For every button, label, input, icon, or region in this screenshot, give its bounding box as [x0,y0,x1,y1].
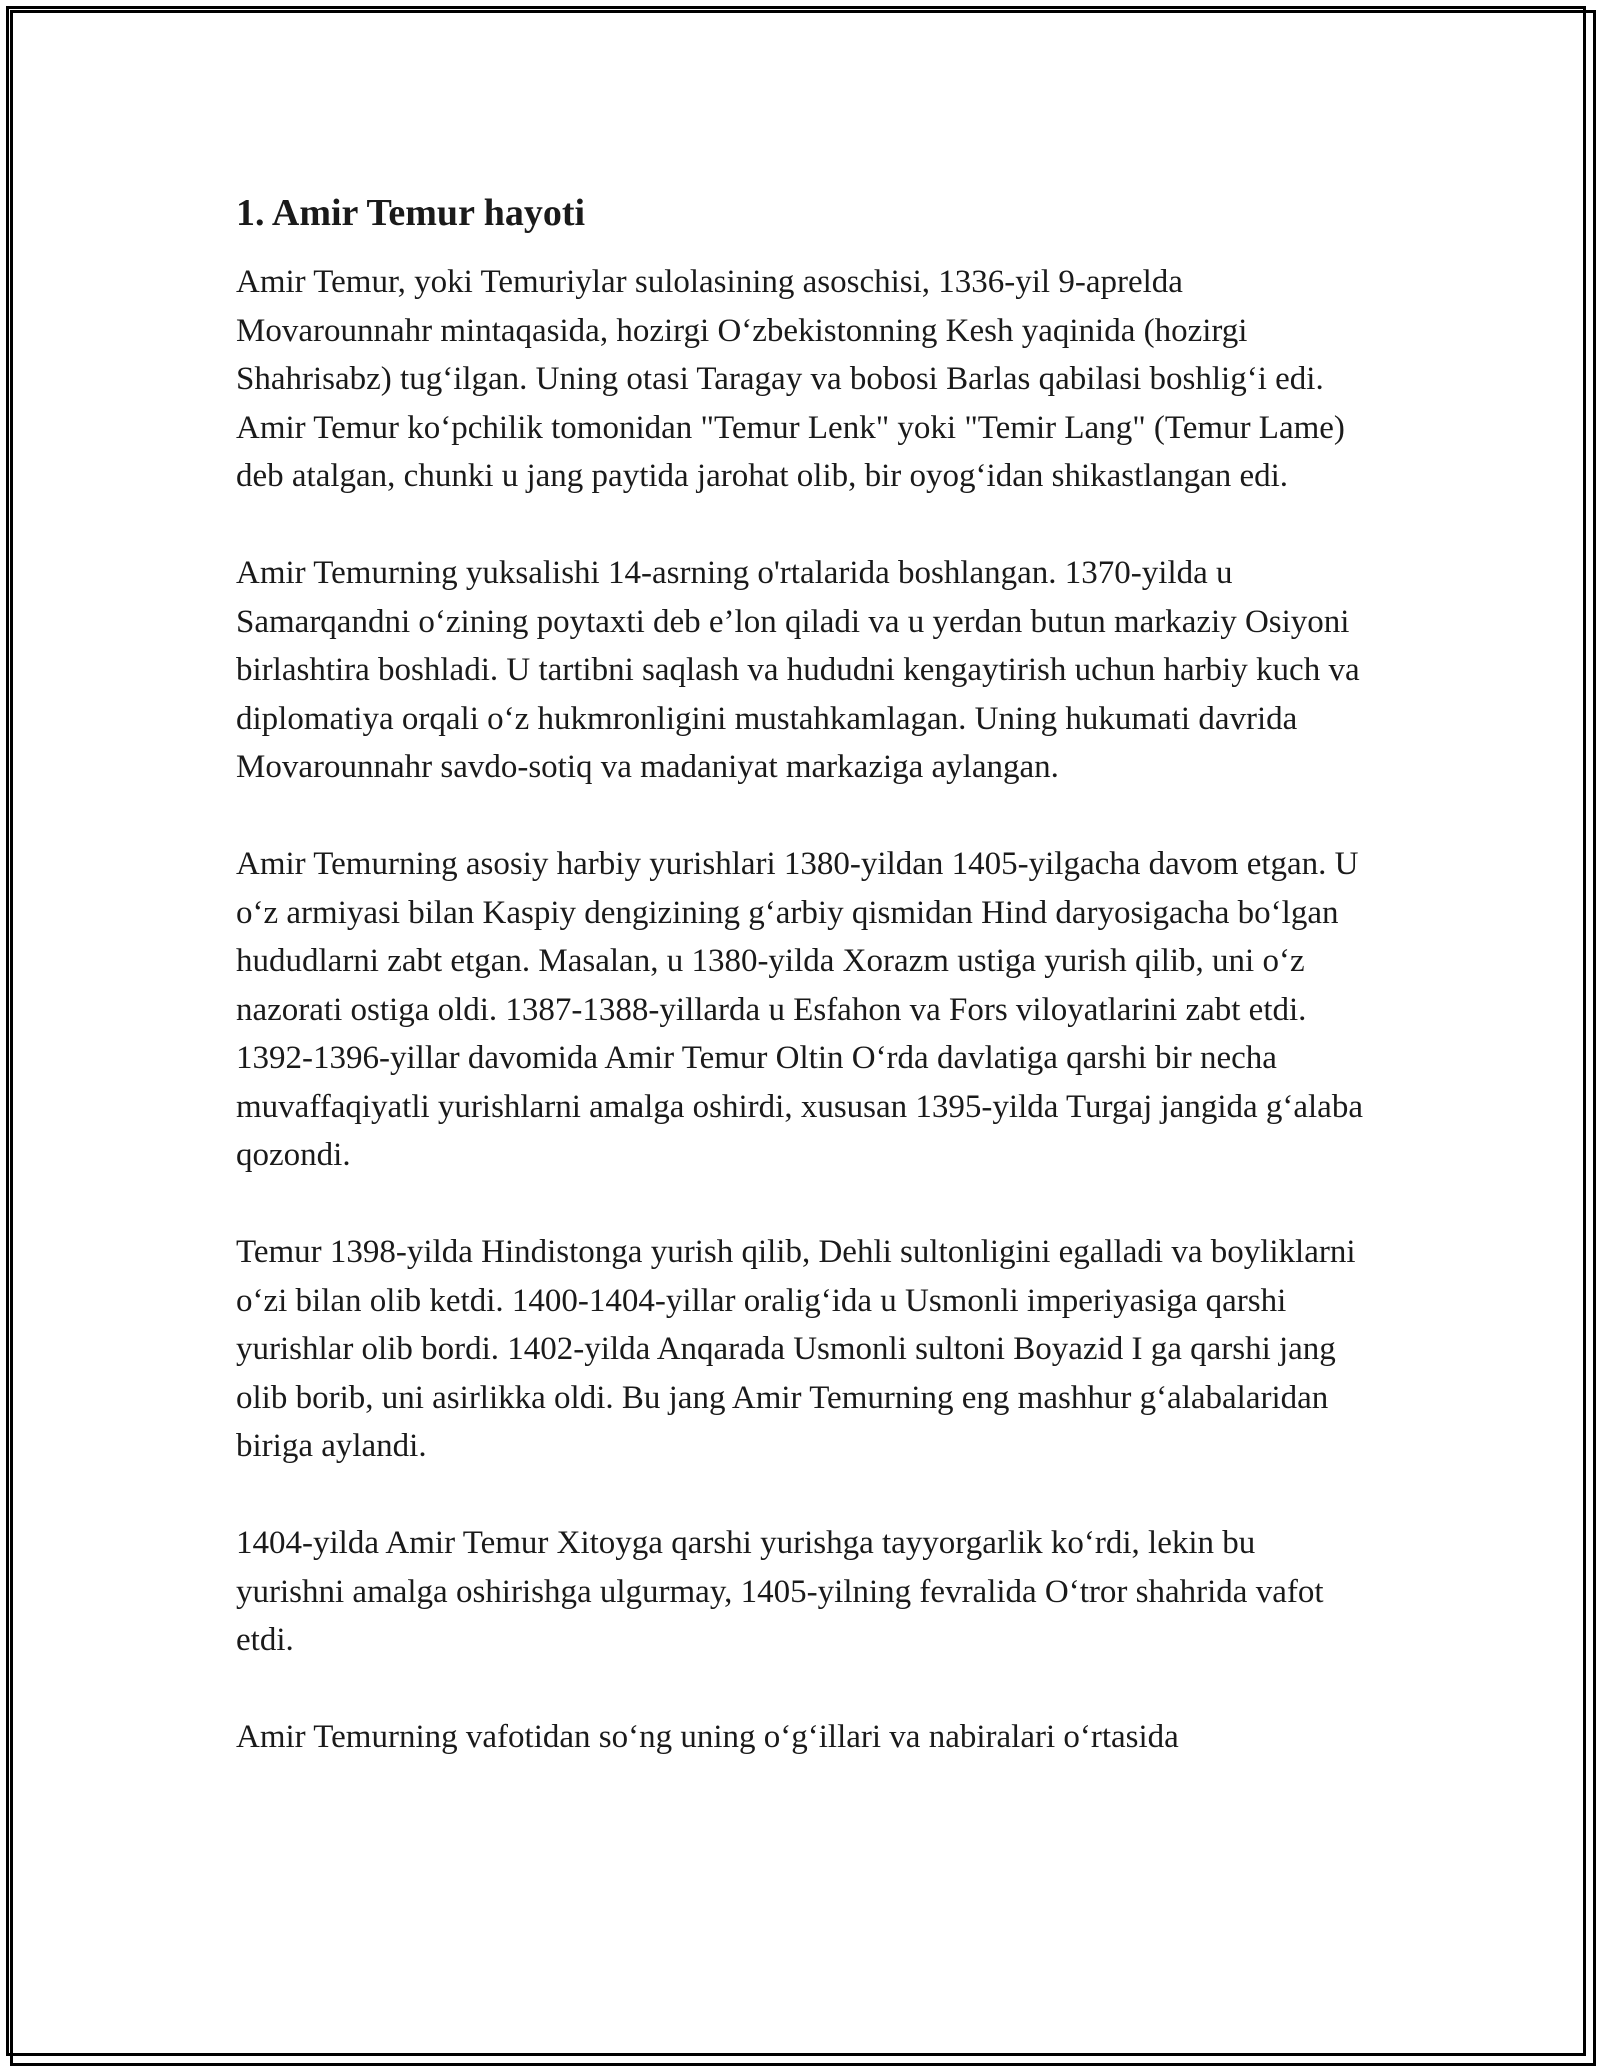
paragraph-6: Amir Temurning vafotidan so‘ng uning o‘g‘illari va nabiralari o‘rtasida [236,1719,1179,1755]
paragraph-4: Temur 1398-yilda Hindistonga yurish qilib, Dehli sultonligini egalladi va boyliklarni o‘zi bilan olib ketdi. 1400-1404-yillar oralig‘ida u Usmonli imperiyasiga qarshi yurishlar olib bordi. 1402-yilda Anqarada Usmonli sultoni Boyazid I ga qarshi jang olib borib, uni asirlikka oldi. Bu jang Amir Temurning eng mashhur g‘alabalaridan biriga aylandi. [236,1234,1356,1464]
paragraph-3: Amir Temurning asosiy harbiy yurishlari 1380-yildan 1405-yilgacha davom etgan. U o‘z armiyasi bilan Kaspiy dengizining g‘arbiy qismidan Hind daryosigacha bo‘lgan hududlarni zabt etgan. Masalan, u 1380-yilda Xorazm ustiga yurish qilib, uni o‘z nazorati ostiga oldi. 1387-1388-yillarda u Esfahon va Fors viloyatlarini zabt etdi. 1392-1396-yillar davomida Amir Temur Oltin O‘rda davlatiga qarshi bir necha muvaffaqiyatli yurishlarni amalga oshirdi, xususan 1395-yilda Turgaj jangida g‘alaba qozondi. [236,846,1363,1173]
paragraph-2: Amir Temurning yuksalishi 14-asrning o'rtalarida boshlangan. 1370-yilda u Samarqandni o‘zining poytaxti deb e’lon qiladi va u yerdan butun markaziy Osiyoni birlashtira boshladi. U tartibni saqlash va hududni kengaytirish uchun harbiy kuch va diplomatiya orqali o‘z hukmronligini mustahkamlagan. Uning hukumati davrida Movarounnahr savdo-sotiq va madaniyat markaziga aylangan. [236,555,1360,785]
section-heading: 1. Amir Temur hayoti [236,192,586,234]
paragraph-5: 1404-yilda Amir Temur Xitoyga qarshi yurishga tayyorgarlik ko‘rdi, lekin bu yurishni amalga oshirishga ulgurmay, 1405-yilning fevralida O‘tror shahrida vafot etdi. [236,1525,1324,1658]
document-body [236,186,1366,1810]
paragraph-1: Amir Temur, yoki Temuriylar sulolasining asoschisi, 1336-yil 9-aprelda Movarounnahr mintaqasida, hozirgi O‘zbekistonning Kesh yaqinida (hozirgi Shahrisabz) tug‘ilgan. Uning otasi Taragay va bobosi Barlas qabilasi boshlig‘i edi. Amir Temur ko‘pchilik tomonidan "Temur Lenk" yoki "Temir Lang" (Temur Lame) deb atalgan, chunki u jang paytida jarohat olib, bir oyog‘idan shikastlangan edi. [236,264,1345,494]
